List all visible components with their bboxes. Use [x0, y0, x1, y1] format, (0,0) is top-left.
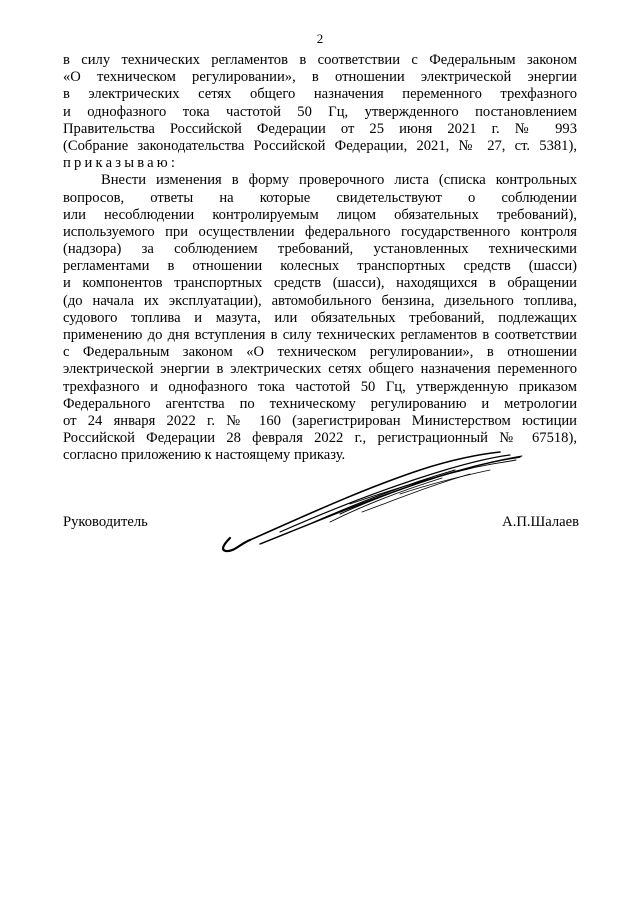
text-line: в электрических сетях общего назначения переменного трехфазного: [63, 86, 577, 103]
text-line: и однофазного тока частотой 50 Гц, утвержденного постановлением: [63, 103, 577, 120]
text-line: Правительства Российской Федерации от 25 июня 2021 г. № 993: [63, 120, 577, 137]
text-line: Федерального агентства по техническому регулированию и метрологии: [63, 395, 577, 412]
document-body: [63, 52, 577, 465]
text-line: применению до дня вступления в силу технических регламентов в соответствии: [63, 327, 577, 343]
text-line: вопросов, ответы на которые свидетельствуют о соблюдении: [63, 189, 577, 206]
signature-row: [63, 514, 579, 536]
text-line: Российской Федерации 28 февраля 2022 г., регистрационный № 67518),: [63, 430, 577, 447]
text-line: (до начала их эксплуатации), автомобильного бензина, дизельного топлива,: [63, 292, 577, 309]
text-line: (надзора) за соблюдением требований, установленных техническими: [63, 241, 577, 258]
text-line: от 24 января 2022 г. № 160 (зарегистрирован Министерством юстиции: [63, 412, 577, 429]
text-line: согласно приложению к настоящему приказу.: [63, 447, 346, 464]
page-number: 2: [316, 31, 324, 46]
text-line: и компонентов транспортных средств (шасси), находящихся в обращении: [63, 275, 577, 292]
signatory-title: Руководитель: [63, 514, 148, 530]
order-word: приказываю:: [63, 155, 179, 172]
text-line: «О техническом регулировании», в отношении электрической энергии: [63, 69, 577, 86]
signatory-name: А.П.Шалаев: [502, 514, 579, 530]
text-line: с Федеральным законом «О техническом регулировании», в отношении: [63, 344, 577, 361]
handwritten-signature: [210, 440, 610, 565]
text-line: в силу технических регламентов в соответствии с Федеральным законом: [63, 52, 577, 68]
text-line: электрической энергии в электрических сетях общего назначения переменного: [63, 361, 577, 378]
text-line: судового топлива и мазута, или обязательных требований, подлежащих: [63, 309, 577, 326]
text-line: регламентами в отношении колесных транспортных средств (шасси): [63, 258, 577, 275]
text-line: трехфазного и однофазного тока частотой 50 Гц, утвержденную приказом: [63, 378, 577, 395]
text-line: Внести изменения в форму проверочного листа (списка контрольных: [101, 172, 577, 189]
text-line: (Собрание законодательства Российской Федерации, 2021, № 27, ст. 5381),: [63, 137, 577, 154]
text-line: или несоблюдении контролируемым лицом обязательных требований),: [63, 206, 577, 223]
text-line: используемого при осуществлении федерального государственного контроля: [63, 223, 577, 240]
